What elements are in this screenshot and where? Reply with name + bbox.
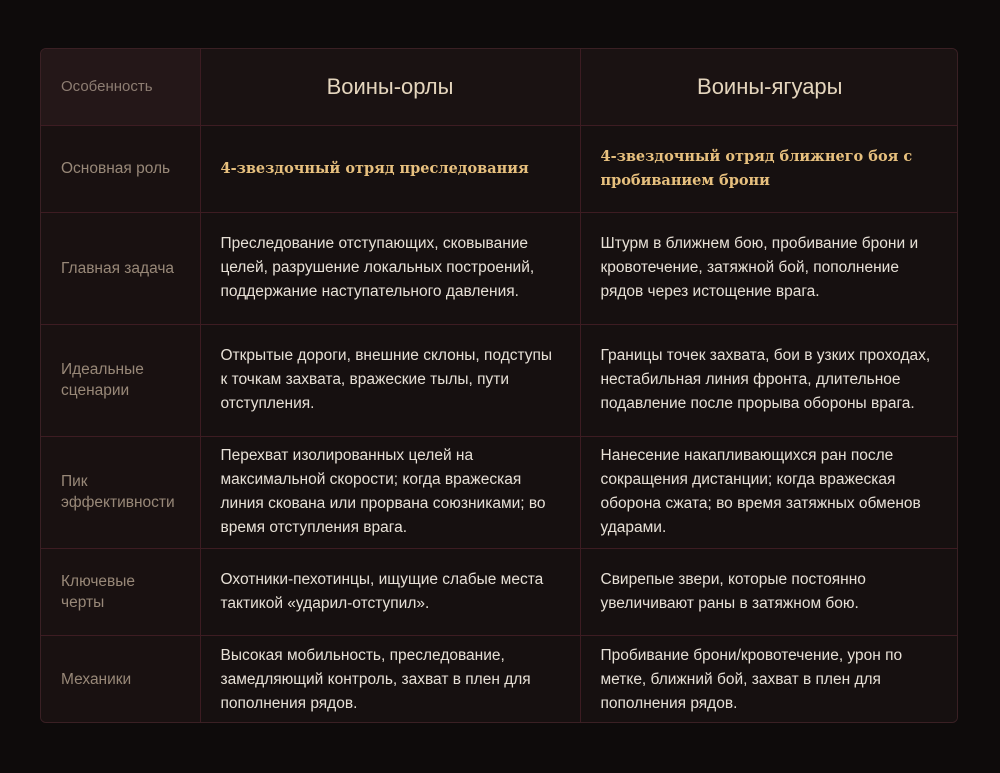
header-feature: Особенность [41,49,200,125]
row-label-main-role: Основная роль [41,125,200,212]
eagle-main-role: 4-звездочный отряд преследования [200,125,580,212]
table-row [41,125,958,212]
jaguar-peak-efficiency: Нанесение накапливающихся ран после сокращения дистанции; когда вражеская оборона сжата; во время затяжных обменов ударами. [580,436,958,548]
header-eagle-warriors: Воины-орлы [200,49,580,125]
header-jaguar-warriors: Воины-ягуары [580,49,958,125]
comparison-table [41,49,958,723]
row-label-peak-efficiency: Пик эффективности [41,436,200,548]
comparison-panel [40,48,958,723]
jaguar-main-role: 4-звездочный отряд ближнего боя с пробиванием брони [580,125,958,212]
row-label-main-task: Главная задача [41,212,200,324]
jaguar-main-task: Штурм в ближнем бою, пробивание брони и кровотечение, затяжной бой, пополнение рядов через истощение врага. [580,212,958,324]
table-row [41,212,958,324]
row-label-key-traits: Ключевые черты [41,548,200,635]
row-label-mechanics: Механики [41,635,200,723]
table-header-row [41,49,958,125]
eagle-main-task: Преследование отступающих, сковывание целей, разрушение локальных построений, поддержание наступательного давления. [200,212,580,324]
table-row [41,436,958,548]
jaguar-ideal-scenarios: Границы точек захвата, бои в узких проходах, нестабильная линия фронта, длительное подавление после прорыва обороны врага. [580,324,958,436]
eagle-key-traits: Охотники-пехотинцы, ищущие слабые места тактикой «ударил-отступил». [200,548,580,635]
table-row [41,635,958,723]
row-label-ideal-scenarios: Идеальные сценарии [41,324,200,436]
jaguar-key-traits: Свирепые звери, которые постоянно увеличивают раны в затяжном бою. [580,548,958,635]
table-row [41,324,958,436]
eagle-peak-efficiency: Перехват изолированных целей на максимальной скорости; когда вражеская линия скована или прорвана союзниками; во время отступления врага. [200,436,580,548]
table-row [41,548,958,635]
eagle-mechanics: Высокая мобильность, преследование, замедляющий контроль, захват в плен для пополнения рядов. [200,635,580,723]
jaguar-mechanics: Пробивание брони/кровотечение, урон по метке, ближний бой, захват в плен для пополнения рядов. [580,635,958,723]
eagle-ideal-scenarios: Открытые дороги, внешние склоны, подступы к точкам захвата, вражеские тылы, пути отступления. [200,324,580,436]
